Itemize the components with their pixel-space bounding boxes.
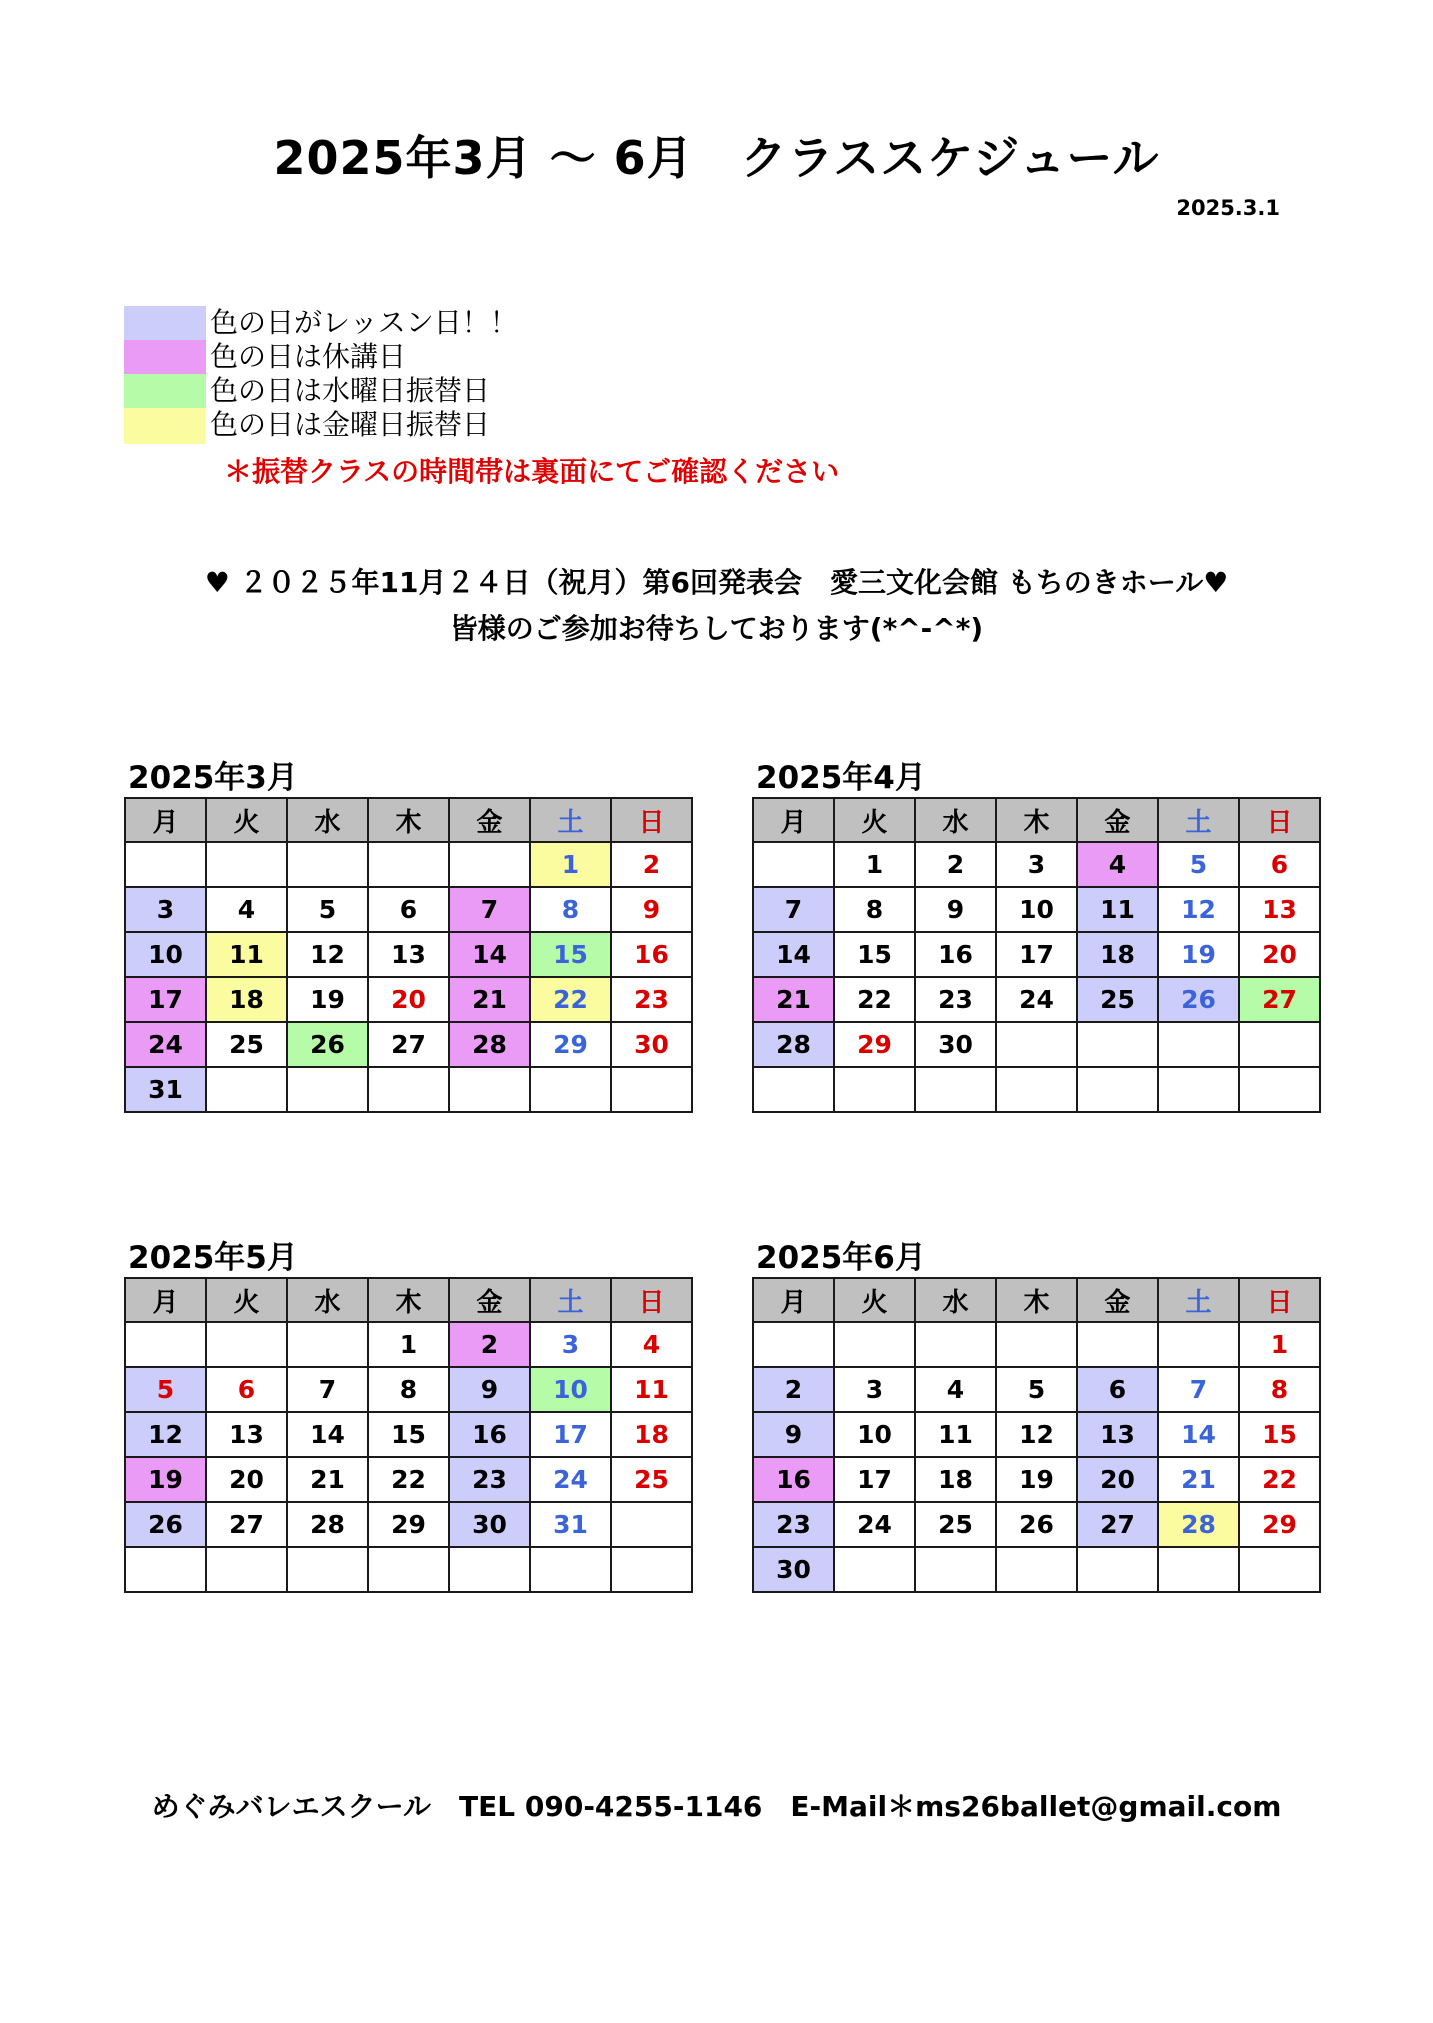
day-cell: 26 xyxy=(125,1502,206,1547)
empty-day-cell xyxy=(206,1067,287,1112)
empty-day-cell xyxy=(1239,1067,1320,1112)
day-cell: 19 xyxy=(287,977,368,1022)
weekday-header: 水 xyxy=(915,798,996,842)
day-cell: 21 xyxy=(287,1457,368,1502)
week-row xyxy=(125,1457,692,1502)
day-cell: 22 xyxy=(1239,1457,1320,1502)
legend-swatch-closed xyxy=(124,340,206,376)
weekday-header: 土 xyxy=(530,798,611,842)
day-cell: 19 xyxy=(996,1457,1077,1502)
day-cell: 3 xyxy=(125,887,206,932)
legend-label-closed: 色の日は休講日 xyxy=(210,340,407,373)
empty-day-cell xyxy=(915,1067,996,1112)
day-cell: 31 xyxy=(530,1502,611,1547)
weekday-header-row xyxy=(125,1278,692,1322)
week-row xyxy=(753,1457,1320,1502)
day-cell: 25 xyxy=(1077,977,1158,1022)
day-cell: 21 xyxy=(449,977,530,1022)
day-cell: 1 xyxy=(834,842,915,887)
day-cell: 16 xyxy=(753,1457,834,1502)
empty-day-cell xyxy=(611,1547,692,1592)
day-cell: 8 xyxy=(1239,1367,1320,1412)
empty-day-cell xyxy=(287,1067,368,1112)
day-cell: 30 xyxy=(449,1502,530,1547)
empty-day-cell xyxy=(206,842,287,887)
weekday-header: 水 xyxy=(287,798,368,842)
day-cell: 27 xyxy=(1239,977,1320,1022)
issue-date: 2025.3.1 xyxy=(1176,196,1280,220)
empty-day-cell xyxy=(753,1322,834,1367)
day-cell: 11 xyxy=(915,1412,996,1457)
weekday-header: 火 xyxy=(206,798,287,842)
week-row xyxy=(125,932,692,977)
day-cell: 2 xyxy=(611,842,692,887)
recital-details: ♥ ２０２５年11月２４日（祝月）第6回発表会 愛三文化会館 もちのきホール♥ xyxy=(204,566,1229,599)
empty-day-cell xyxy=(996,1022,1077,1067)
empty-day-cell xyxy=(915,1322,996,1367)
day-cell: 31 xyxy=(125,1067,206,1112)
day-cell: 23 xyxy=(611,977,692,1022)
day-cell: 9 xyxy=(753,1412,834,1457)
weekday-header: 火 xyxy=(834,1278,915,1322)
calendar-march xyxy=(124,759,676,1113)
weekday-header: 木 xyxy=(996,798,1077,842)
day-cell: 13 xyxy=(1239,887,1320,932)
day-cell: 30 xyxy=(753,1547,834,1592)
weekday-header: 土 xyxy=(1158,798,1239,842)
contact-footer: めぐみバレエスクール TEL 090-4255-1146 E-Mail＊ms26ballet@gmail.com xyxy=(151,1790,1282,1823)
day-cell: 28 xyxy=(753,1022,834,1067)
empty-day-cell xyxy=(530,1067,611,1112)
day-cell: 10 xyxy=(125,932,206,977)
day-cell: 12 xyxy=(996,1412,1077,1457)
empty-day-cell xyxy=(834,1322,915,1367)
day-cell: 26 xyxy=(996,1502,1077,1547)
day-cell: 28 xyxy=(1158,1502,1239,1547)
calendar-april xyxy=(752,759,1304,1113)
empty-day-cell xyxy=(834,1547,915,1592)
weekday-header: 日 xyxy=(611,798,692,842)
week-row xyxy=(125,1067,692,1112)
empty-day-cell xyxy=(996,1322,1077,1367)
week-row xyxy=(125,1412,692,1457)
day-cell: 21 xyxy=(753,977,834,1022)
legend-swatch-friday-makeup xyxy=(124,408,206,444)
weekday-header: 火 xyxy=(834,798,915,842)
day-cell: 7 xyxy=(753,887,834,932)
empty-day-cell xyxy=(287,842,368,887)
empty-day-cell xyxy=(996,1547,1077,1592)
legend-swatch-wednesday-makeup xyxy=(124,374,206,410)
week-row xyxy=(125,1547,692,1592)
week-row xyxy=(125,887,692,932)
day-cell: 12 xyxy=(287,932,368,977)
day-cell: 16 xyxy=(611,932,692,977)
weekday-header: 月 xyxy=(753,798,834,842)
empty-day-cell xyxy=(368,842,449,887)
weekday-header: 金 xyxy=(1077,1278,1158,1322)
week-row xyxy=(125,1322,692,1367)
day-cell: 29 xyxy=(834,1022,915,1067)
empty-day-cell xyxy=(915,1547,996,1592)
day-cell: 21 xyxy=(1158,1457,1239,1502)
day-cell: 14 xyxy=(287,1412,368,1457)
day-cell: 29 xyxy=(1239,1502,1320,1547)
empty-day-cell xyxy=(125,842,206,887)
day-cell: 20 xyxy=(1077,1457,1158,1502)
weekday-header: 火 xyxy=(206,1278,287,1322)
day-cell: 20 xyxy=(368,977,449,1022)
week-row xyxy=(125,1367,692,1412)
empty-day-cell xyxy=(1158,1547,1239,1592)
day-cell: 16 xyxy=(449,1412,530,1457)
empty-day-cell xyxy=(611,1067,692,1112)
weekday-header-row xyxy=(753,798,1320,842)
day-cell: 2 xyxy=(753,1367,834,1412)
weekday-header: 月 xyxy=(125,798,206,842)
calendar-may xyxy=(124,1239,676,1593)
weekday-header: 金 xyxy=(449,1278,530,1322)
day-cell: 27 xyxy=(1077,1502,1158,1547)
weekday-header: 木 xyxy=(368,798,449,842)
day-cell: 10 xyxy=(834,1412,915,1457)
day-cell: 22 xyxy=(530,977,611,1022)
day-cell: 17 xyxy=(834,1457,915,1502)
empty-day-cell xyxy=(530,1547,611,1592)
day-cell: 23 xyxy=(915,977,996,1022)
day-cell: 25 xyxy=(611,1457,692,1502)
calendar-title: 2025年3月 xyxy=(128,760,298,796)
day-cell: 26 xyxy=(287,1022,368,1067)
week-row xyxy=(125,842,692,887)
day-cell: 4 xyxy=(1077,842,1158,887)
day-cell: 15 xyxy=(530,932,611,977)
weekday-header: 金 xyxy=(1077,798,1158,842)
weekday-header: 木 xyxy=(368,1278,449,1322)
day-cell: 2 xyxy=(915,842,996,887)
legend-swatch-lesson xyxy=(124,306,206,342)
day-cell: 5 xyxy=(287,887,368,932)
day-cell: 2 xyxy=(449,1322,530,1367)
day-cell: 30 xyxy=(611,1022,692,1067)
empty-day-cell xyxy=(125,1322,206,1367)
day-cell: 20 xyxy=(206,1457,287,1502)
weekday-header-row xyxy=(753,1278,1320,1322)
calendar-grid xyxy=(124,797,693,1113)
day-cell: 1 xyxy=(530,842,611,887)
weekday-header: 日 xyxy=(1239,1278,1320,1322)
day-cell: 6 xyxy=(206,1367,287,1412)
day-cell: 18 xyxy=(915,1457,996,1502)
day-cell: 9 xyxy=(611,887,692,932)
week-row xyxy=(753,1322,1320,1367)
empty-day-cell xyxy=(449,1067,530,1112)
day-cell: 22 xyxy=(368,1457,449,1502)
weekday-header: 土 xyxy=(1158,1278,1239,1322)
week-row xyxy=(125,977,692,1022)
legend-label-friday-makeup: 色の日は金曜日振替日 xyxy=(210,408,491,441)
weekday-header: 月 xyxy=(753,1278,834,1322)
day-cell: 7 xyxy=(287,1367,368,1412)
week-row xyxy=(753,1067,1320,1112)
day-cell: 4 xyxy=(915,1367,996,1412)
empty-day-cell xyxy=(287,1547,368,1592)
day-cell: 9 xyxy=(915,887,996,932)
empty-day-cell xyxy=(206,1322,287,1367)
calendar-title: 2025年6月 xyxy=(756,1240,926,1276)
day-cell: 7 xyxy=(449,887,530,932)
day-cell: 1 xyxy=(368,1322,449,1367)
empty-day-cell xyxy=(1077,1022,1158,1067)
day-cell: 23 xyxy=(753,1502,834,1547)
week-row xyxy=(125,1502,692,1547)
day-cell: 10 xyxy=(996,887,1077,932)
day-cell: 1 xyxy=(1239,1322,1320,1367)
week-row xyxy=(753,1367,1320,1412)
week-row xyxy=(753,842,1320,887)
day-cell: 12 xyxy=(125,1412,206,1457)
empty-day-cell xyxy=(1158,1022,1239,1067)
day-cell: 14 xyxy=(449,932,530,977)
day-cell: 4 xyxy=(611,1322,692,1367)
day-cell: 27 xyxy=(368,1022,449,1067)
empty-day-cell xyxy=(1077,1067,1158,1112)
day-cell: 13 xyxy=(1077,1412,1158,1457)
day-cell: 5 xyxy=(125,1367,206,1412)
day-cell: 8 xyxy=(834,887,915,932)
day-cell: 19 xyxy=(1158,932,1239,977)
calendar-title: 2025年5月 xyxy=(128,1240,298,1276)
day-cell: 4 xyxy=(206,887,287,932)
calendar-grid xyxy=(752,1277,1321,1593)
day-cell: 14 xyxy=(753,932,834,977)
day-cell: 18 xyxy=(206,977,287,1022)
week-row xyxy=(125,1022,692,1067)
day-cell: 6 xyxy=(1077,1367,1158,1412)
empty-day-cell xyxy=(753,842,834,887)
day-cell: 11 xyxy=(611,1367,692,1412)
weekday-header: 木 xyxy=(996,1278,1077,1322)
weekday-header: 金 xyxy=(449,798,530,842)
day-cell: 13 xyxy=(206,1412,287,1457)
day-cell: 6 xyxy=(368,887,449,932)
day-cell: 23 xyxy=(449,1457,530,1502)
day-cell: 19 xyxy=(125,1457,206,1502)
day-cell: 5 xyxy=(1158,842,1239,887)
weekday-header: 日 xyxy=(611,1278,692,1322)
day-cell: 26 xyxy=(1158,977,1239,1022)
week-row xyxy=(753,1412,1320,1457)
day-cell: 15 xyxy=(834,932,915,977)
week-row xyxy=(753,932,1320,977)
day-cell: 7 xyxy=(1158,1367,1239,1412)
day-cell: 15 xyxy=(368,1412,449,1457)
day-cell: 17 xyxy=(530,1412,611,1457)
weekday-header-row xyxy=(125,798,692,842)
weekday-header: 土 xyxy=(530,1278,611,1322)
empty-day-cell xyxy=(449,1547,530,1592)
day-cell: 17 xyxy=(996,932,1077,977)
legend-label-wednesday-makeup: 色の日は水曜日振替日 xyxy=(210,374,491,407)
weekday-header: 水 xyxy=(287,1278,368,1322)
calendar-june xyxy=(752,1239,1304,1593)
calendar-title: 2025年4月 xyxy=(756,760,926,796)
day-cell: 16 xyxy=(915,932,996,977)
empty-day-cell xyxy=(368,1067,449,1112)
day-cell: 6 xyxy=(1239,842,1320,887)
week-row xyxy=(753,1022,1320,1067)
day-cell: 25 xyxy=(206,1022,287,1067)
weekday-header: 水 xyxy=(915,1278,996,1322)
empty-day-cell xyxy=(206,1547,287,1592)
day-cell: 8 xyxy=(530,887,611,932)
day-cell: 12 xyxy=(1158,887,1239,932)
recital-announcement xyxy=(0,560,1433,652)
empty-day-cell xyxy=(834,1067,915,1112)
day-cell: 24 xyxy=(530,1457,611,1502)
day-cell: 24 xyxy=(834,1502,915,1547)
day-cell: 15 xyxy=(1239,1412,1320,1457)
day-cell: 27 xyxy=(206,1502,287,1547)
empty-day-cell xyxy=(611,1502,692,1547)
empty-day-cell xyxy=(1158,1322,1239,1367)
empty-day-cell xyxy=(996,1067,1077,1112)
day-cell: 10 xyxy=(530,1367,611,1412)
day-cell: 24 xyxy=(996,977,1077,1022)
day-cell: 3 xyxy=(996,842,1077,887)
weekday-header: 日 xyxy=(1239,798,1320,842)
empty-day-cell xyxy=(753,1067,834,1112)
empty-day-cell xyxy=(1158,1067,1239,1112)
day-cell: 25 xyxy=(915,1502,996,1547)
empty-day-cell xyxy=(125,1547,206,1592)
empty-day-cell xyxy=(368,1547,449,1592)
day-cell: 14 xyxy=(1158,1412,1239,1457)
week-row xyxy=(753,1502,1320,1547)
calendar-grid xyxy=(124,1277,693,1593)
day-cell: 29 xyxy=(530,1022,611,1067)
calendar-grid xyxy=(752,797,1321,1113)
day-cell: 13 xyxy=(368,932,449,977)
week-row xyxy=(753,1547,1320,1592)
empty-day-cell xyxy=(1239,1547,1320,1592)
week-row xyxy=(753,977,1320,1022)
empty-day-cell xyxy=(1077,1322,1158,1367)
day-cell: 18 xyxy=(611,1412,692,1457)
day-cell: 28 xyxy=(449,1022,530,1067)
day-cell: 18 xyxy=(1077,932,1158,977)
day-cell: 11 xyxy=(1077,887,1158,932)
empty-day-cell xyxy=(287,1322,368,1367)
day-cell: 8 xyxy=(368,1367,449,1412)
makeup-class-note: ＊振替クラスの時間帯は裏面にてご確認ください xyxy=(224,455,840,488)
day-cell: 28 xyxy=(287,1502,368,1547)
day-cell: 22 xyxy=(834,977,915,1022)
day-cell: 3 xyxy=(530,1322,611,1367)
weekday-header: 月 xyxy=(125,1278,206,1322)
day-cell: 11 xyxy=(206,932,287,977)
day-cell: 3 xyxy=(834,1367,915,1412)
day-cell: 24 xyxy=(125,1022,206,1067)
empty-day-cell xyxy=(449,842,530,887)
day-cell: 5 xyxy=(996,1367,1077,1412)
week-row xyxy=(753,887,1320,932)
day-cell: 30 xyxy=(915,1022,996,1067)
legend-label-lesson: 色の日がレッスン日！！ xyxy=(210,306,518,339)
day-cell: 9 xyxy=(449,1367,530,1412)
recital-invitation: 皆様のご参加お待ちしております(*^-^*) xyxy=(449,612,984,645)
empty-day-cell xyxy=(1239,1022,1320,1067)
day-cell: 29 xyxy=(368,1502,449,1547)
day-cell: 20 xyxy=(1239,932,1320,977)
day-cell: 17 xyxy=(125,977,206,1022)
empty-day-cell xyxy=(1077,1547,1158,1592)
page-title: 2025年3月 ～ 6月 クラススケジュール xyxy=(273,131,1160,185)
